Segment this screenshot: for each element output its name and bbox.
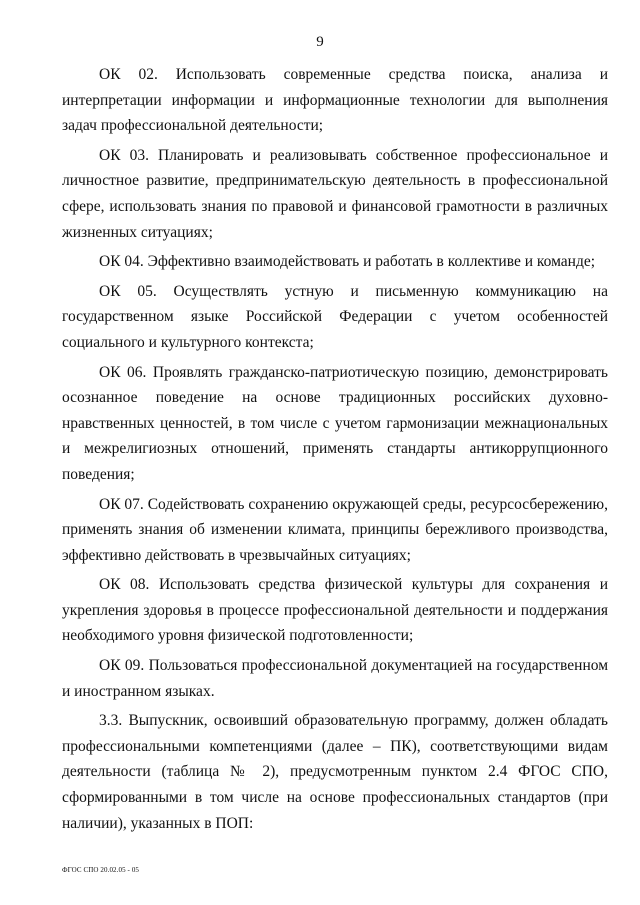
paragraph-ok-09: ОК 09. Пользоваться профессиональной документацией на государственном и иностранном языках. [62,657,608,700]
paragraph-3-3: 3.3. Выпускник, освоивший образовательную программу, должен обладать профессиональными компетенциями (далее – ПК), соответствующими видам деятельности (таблица № 2), предусмотренным пунктом 2.4 ФГОС СПО, сформированными в том числе на основе профессиональных стандартов (при наличии), указанных в ПОП: [62,712,608,832]
paragraph-ok-03: ОК 03. Планировать и реализовывать собственное профессиональное и личностное развитие, предпринимательскую деятельность в профессиональной сфере, использовать знания по правовой и финансовой грамотности в различных жизненных ситуациях; [62,146,608,241]
paragraph-ok-08: ОК 08. Использовать средства физической культуры для сохранения и укрепления здоровья в процессе профессиональной деятельности и поддержания необходимого уровня физической подготовленности; [62,576,608,645]
paragraph-ok-07: ОК 07. Содействовать сохранению окружающей среды, ресурсосбережению, применять знания об изменении климата, принципы бережливого производства, эффективно действовать в чрезвычайных ситуациях; [62,495,608,564]
paragraph-ok-06: ОК 06. Проявлять гражданско-патриотическую позицию, демонстрировать осознанное поведение на основе традиционных российских духовно-нравственных ценностей, в том числе с учетом гармонизации межнациональных и межрелигиозных отношений, применять стандарты антикоррупционного поведения; [62,363,608,483]
page-number: 9 [316,34,324,50]
footer-document-code: ФГОС СПО 20.02.05 - 05 [62,866,140,874]
body-text [62,62,608,840]
paragraph-ok-05: ОК 05. Осуществлять устную и письменную коммуникацию на государственном языке Российской Федерации с учетом особенностей социального и культурного контекста; [62,282,608,351]
paragraph-ok-02: ОК 02. Использовать современные средства поиска, анализа и интерпретации информации и информационные технологии для выполнения задач профессиональной деятельности; [62,66,608,135]
paragraph-ok-04: ОК 04. Эффективно взаимодействовать и работать в коллективе и команде; [99,253,596,271]
